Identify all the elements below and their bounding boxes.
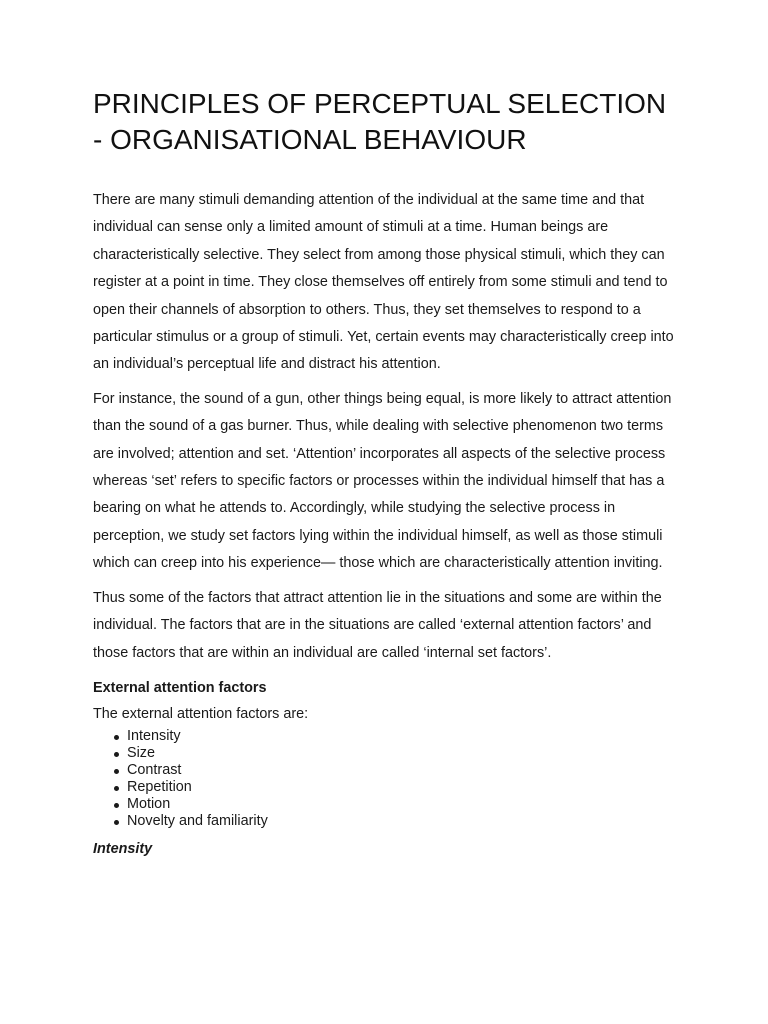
list-item bbox=[127, 728, 683, 745]
sub-heading: Intensity bbox=[93, 841, 153, 858]
bullet-icon bbox=[114, 752, 119, 757]
bullet-icon bbox=[114, 820, 119, 825]
factors-list bbox=[93, 728, 683, 831]
list-item bbox=[127, 813, 683, 830]
paragraph-3: Thus some of the factors that attract attention lie in the situations and some are within the individual. The factors that are in the situations are called ‘external attention factors’ and those factors that are within an individual are called ‘internal set factors’. bbox=[93, 589, 662, 661]
list-item-label: Motion bbox=[127, 796, 171, 813]
document-title: PRINCIPLES OF PERCEPTUAL SELECTION - ORGANISATIONAL BEHAVIOUR bbox=[93, 88, 667, 155]
bullet-icon bbox=[114, 803, 119, 808]
list-intro: The external attention factors are: bbox=[93, 705, 309, 722]
bullet-icon bbox=[114, 786, 119, 791]
bullet-icon bbox=[114, 735, 119, 740]
list-item bbox=[127, 779, 683, 796]
list-item bbox=[127, 762, 683, 779]
document-page bbox=[93, 86, 683, 860]
list-item bbox=[127, 796, 683, 813]
list-item-label: Intensity bbox=[127, 727, 181, 744]
list-item-label: Contrast bbox=[127, 762, 182, 779]
list-item-label: Repetition bbox=[127, 779, 192, 796]
paragraph-2: For instance, the sound of a gun, other things being equal, is more likely to attract attention than the sound of a gas burner. Thus, while dealing with selective phenomenon two terms are involved; attention and set. ‘Attention’ incorporates all aspects of the selective process whereas ‘set’ refers to specific factors or processes within the individual himself that has a bearing on what he attends to. Accordingly, while studying the selective process in perception, we study set factors lying within the individual himself, as well as those stimuli which can creep into his experience— those which are characteristically attention inviting. bbox=[93, 390, 672, 572]
list-item bbox=[127, 745, 683, 762]
list-item-label: Size bbox=[127, 745, 155, 761]
bullet-icon bbox=[114, 769, 119, 774]
paragraph-1: There are many stimuli demanding attention of the individual at the same time and that individual can sense only a limited amount of stimuli at a time. Human beings are characteristically selective. They select from among those physical stimuli, which they can register at a point in time. They close themselves off entirely from some stimuli and tend to open their channels of absorption to others. Thus, they set themselves to respond to a particular stimulus or a group of stimuli. Yet, certain events may characteristically creep into an individual’s perceptual life and distract his attention. bbox=[93, 192, 674, 373]
list-item-label: Novelty and familiarity bbox=[127, 813, 268, 830]
section-heading: External attention factors bbox=[93, 679, 267, 696]
